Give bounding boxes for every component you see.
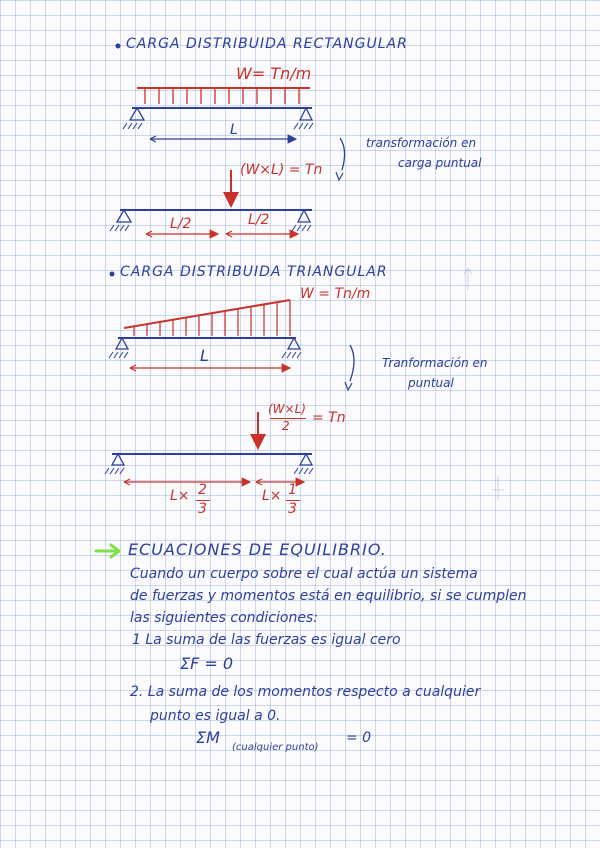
tri-dist-left-den: 3 (198, 501, 207, 517)
tri-length-label: L (200, 346, 209, 365)
tri-resultant-rest: = Tn (312, 410, 346, 426)
rect-half-right: L/2 (248, 212, 270, 228)
tri-resultant-num: (W×L) (268, 402, 306, 416)
rect-note-line2: carga puntual (398, 156, 482, 170)
rect-load-diagram (123, 88, 313, 142)
heading-equilibrium: ECUACIONES DE EQUILIBRIO. (128, 540, 387, 559)
eq-line1: Cuando un cuerpo sobre el cual actúa un sistema (130, 566, 478, 582)
highlight-arrow (96, 545, 119, 557)
tri-brace (350, 345, 354, 381)
rect-brace (340, 138, 345, 170)
tri-dist-left-num: 2 (198, 482, 207, 498)
heading-rect: CARGA DISTRIBUIDA RECTANGULAR (126, 36, 408, 52)
rect-point-load (110, 170, 312, 237)
tri-note-line2: puntual (408, 376, 454, 390)
rect-length-label: L (230, 122, 238, 138)
bullet-tri (110, 272, 115, 277)
tri-dist-right-pre: L× (262, 488, 282, 504)
faint-marks (464, 268, 504, 500)
tri-dist-left-pre: L× (170, 488, 190, 504)
heading-tri: CARGA DISTRIBUIDA TRIANGULAR (120, 264, 388, 280)
rect-note-line1: transformación en (366, 136, 477, 150)
tri-note-line1: Tranformación en (382, 356, 488, 370)
eq-formula-2-eq: = 0 (346, 730, 372, 746)
eq-condition-2-line1: 2. La suma de los momentos respecto a cualquier (130, 684, 481, 700)
tri-resultant-den: 2 (282, 419, 290, 433)
tri-load-label: W = Tn/m (300, 286, 371, 302)
tri-dist-right-num: 1 (288, 482, 297, 498)
rect-half-left: L/2 (170, 216, 192, 232)
bullet-rect (116, 44, 121, 49)
eq-condition-2-line2: punto es igual a 0. (150, 708, 281, 724)
eq-line3: las siguientes condiciones: (130, 610, 318, 626)
eq-formula-1: ΣF = 0 (180, 654, 234, 673)
rect-load-label: W= Tn/m (236, 64, 312, 83)
eq-formula-2-sub: (cualquier punto) (232, 742, 319, 753)
rect-resultant-label: (W×L) = Tn (240, 162, 323, 178)
eq-formula-2-main: ΣM (196, 728, 220, 747)
eq-condition-1: 1 La suma de las fuerzas es igual cero (132, 632, 401, 648)
eq-line2: de fuerzas y momentos está en equilibrio, si se cumplen (130, 588, 527, 604)
tri-dist-right-den: 3 (288, 501, 297, 517)
